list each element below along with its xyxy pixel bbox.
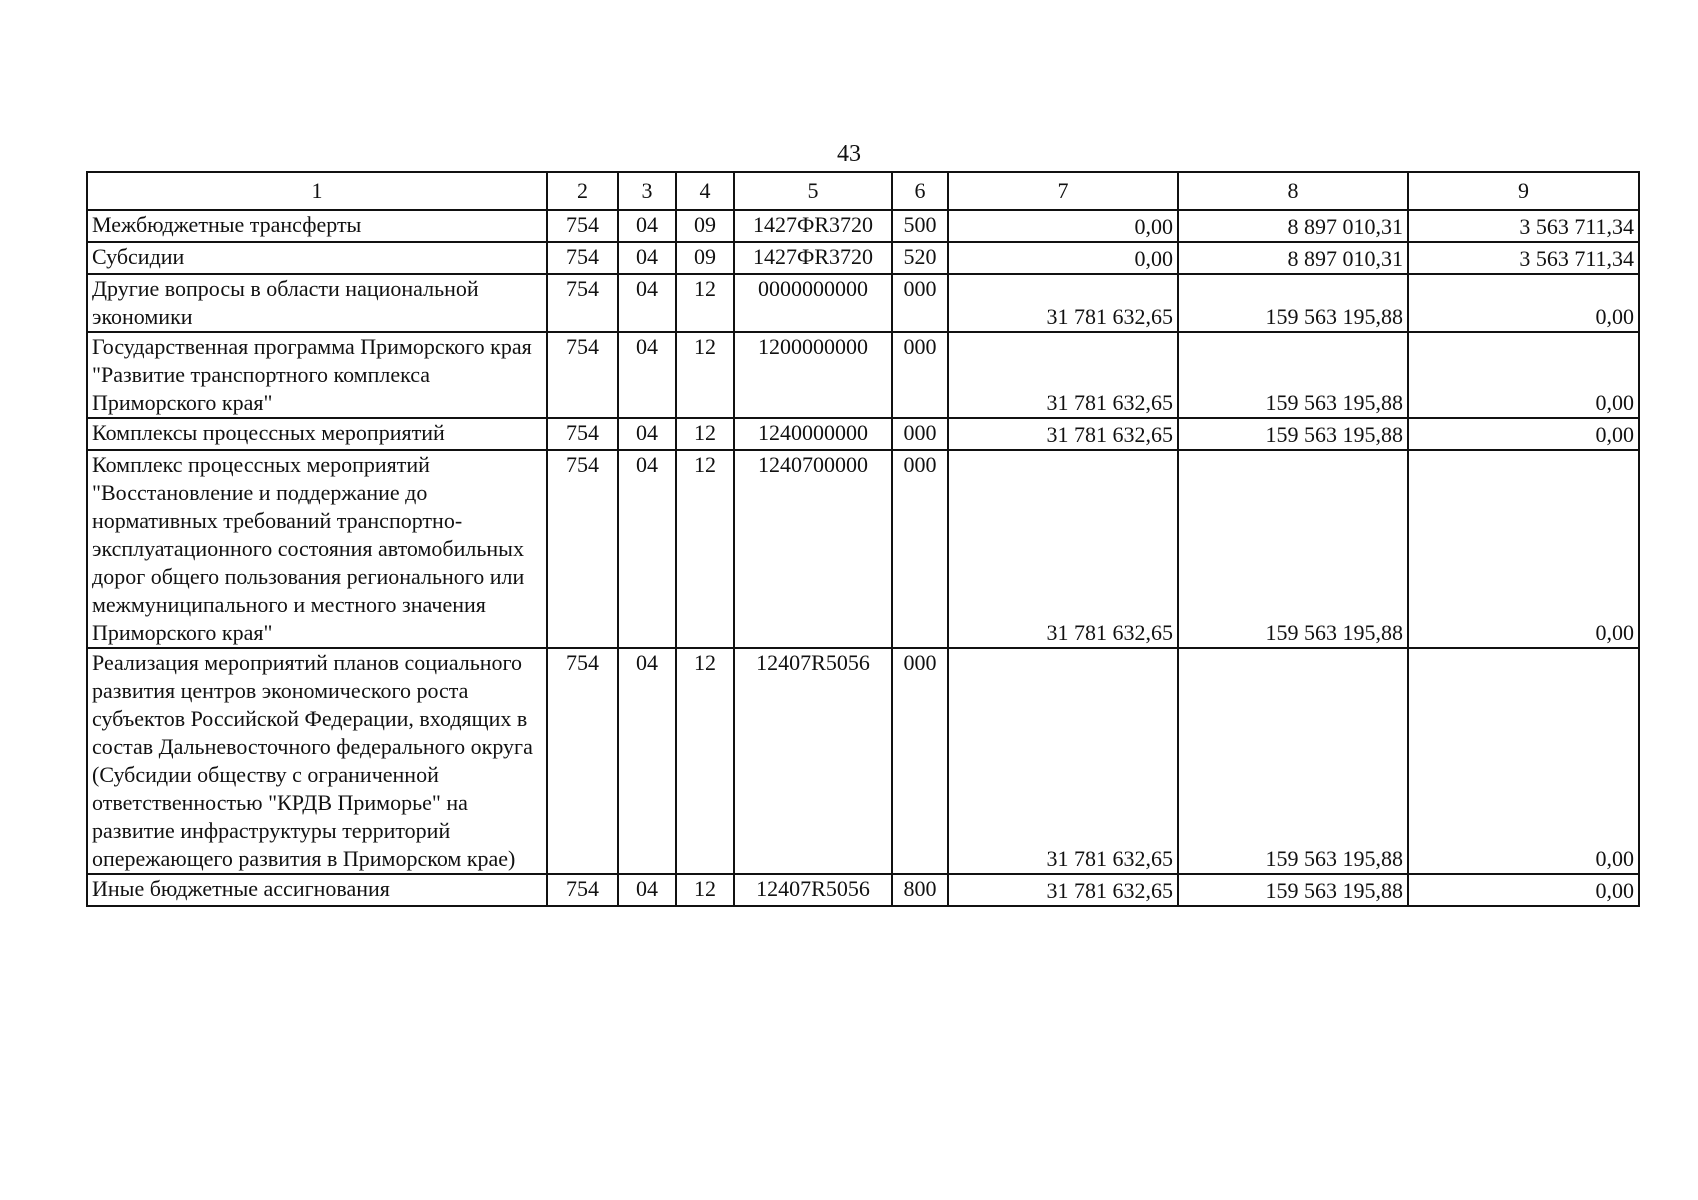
column-header: 1 [87,172,547,210]
amount-col7: 31 781 632,65 [948,418,1178,450]
table-row [87,242,1639,274]
code-subsection: 12 [676,648,734,874]
code-target: 1240700000 [734,450,892,648]
code-target: 1200000000 [734,332,892,418]
code-subsection: 09 [676,210,734,242]
code-section: 04 [618,332,676,418]
code-expense-type: 520 [892,242,948,274]
code-admin: 754 [547,648,618,874]
code-target: 1240000000 [734,418,892,450]
code-admin: 754 [547,274,618,332]
amount-col7: 0,00 [948,242,1178,274]
code-section: 04 [618,648,676,874]
amount-col8: 8 897 010,31 [1178,210,1408,242]
code-subsection: 12 [676,418,734,450]
column-header: 7 [948,172,1178,210]
row-name: Иные бюджетные ассигнования [87,874,547,906]
amount-col8: 159 563 195,88 [1178,874,1408,906]
amount-col9: 0,00 [1408,648,1639,874]
amount-col8: 159 563 195,88 [1178,418,1408,450]
amount-col7: 31 781 632,65 [948,648,1178,874]
code-admin: 754 [547,210,618,242]
table-header-row [87,172,1639,210]
column-header: 8 [1178,172,1408,210]
column-header: 4 [676,172,734,210]
amount-col9: 3 563 711,34 [1408,210,1639,242]
row-name: Субсидии [87,242,547,274]
amount-col7: 31 781 632,65 [948,874,1178,906]
budget-table [86,171,1640,907]
row-name: Комплекс процессных мероприятий "Восстановление и поддержание до нормативных требований транспортно-эксплуатационного состояния автомобильных дорог общего пользования регионального или межмуниципального и местного значения Приморского края" [87,450,547,648]
amount-col9: 0,00 [1408,332,1639,418]
code-expense-type: 000 [892,648,948,874]
code-admin: 754 [547,242,618,274]
amount-col8: 159 563 195,88 [1178,274,1408,332]
code-subsection: 09 [676,242,734,274]
code-subsection: 12 [676,274,734,332]
column-header: 9 [1408,172,1639,210]
amount-col8: 159 563 195,88 [1178,332,1408,418]
code-expense-type: 000 [892,332,948,418]
table-row [87,274,1639,332]
amount-col7: 31 781 632,65 [948,450,1178,648]
code-expense-type: 800 [892,874,948,906]
column-header: 2 [547,172,618,210]
row-name: Реализация мероприятий планов социального развития центров экономического роста субъектов Российской Федерации, входящих в состав Дальневосточного федерального округа (Субсидии обществу с ограниченной ответственностью "КРДВ Приморье" на развитие инфраструктуры территорий опережающего развития в Приморском крае) [87,648,547,874]
amount-col7: 31 781 632,65 [948,274,1178,332]
code-expense-type: 000 [892,418,948,450]
code-target: 12407R5056 [734,648,892,874]
code-admin: 754 [547,450,618,648]
row-name: Другие вопросы в области национальной экономики [87,274,547,332]
table-row [87,450,1639,648]
amount-col9: 3 563 711,34 [1408,242,1639,274]
column-header: 6 [892,172,948,210]
amount-col8: 8 897 010,31 [1178,242,1408,274]
code-subsection: 12 [676,450,734,648]
amount-col8: 159 563 195,88 [1178,648,1408,874]
amount-col7: 31 781 632,65 [948,332,1178,418]
code-section: 04 [618,210,676,242]
code-admin: 754 [547,874,618,906]
table-row [87,874,1639,906]
table-row [87,210,1639,242]
code-expense-type: 000 [892,274,948,332]
code-section: 04 [618,450,676,648]
code-target: 1427ФR3720 [734,242,892,274]
column-header: 3 [618,172,676,210]
row-name: Межбюджетные трансферты [87,210,547,242]
code-expense-type: 000 [892,450,948,648]
code-section: 04 [618,242,676,274]
code-admin: 754 [547,418,618,450]
amount-col7: 0,00 [948,210,1178,242]
code-admin: 754 [547,332,618,418]
amount-col9: 0,00 [1408,450,1639,648]
amount-col9: 0,00 [1408,418,1639,450]
table-row [87,418,1639,450]
code-section: 04 [618,274,676,332]
table-row [87,332,1639,418]
code-subsection: 12 [676,332,734,418]
row-name: Комплексы процессных мероприятий [87,418,547,450]
code-subsection: 12 [676,874,734,906]
code-section: 04 [618,874,676,906]
code-target: 12407R5056 [734,874,892,906]
amount-col9: 0,00 [1408,874,1639,906]
code-expense-type: 500 [892,210,948,242]
table-row [87,648,1639,874]
code-target: 1427ФR3720 [734,210,892,242]
code-section: 04 [618,418,676,450]
column-header: 5 [734,172,892,210]
page-number: 43 [837,141,861,167]
amount-col8: 159 563 195,88 [1178,450,1408,648]
code-target: 0000000000 [734,274,892,332]
row-name: Государственная программа Приморского края "Развитие транспортного комплекса Приморского края" [87,332,547,418]
amount-col9: 0,00 [1408,274,1639,332]
